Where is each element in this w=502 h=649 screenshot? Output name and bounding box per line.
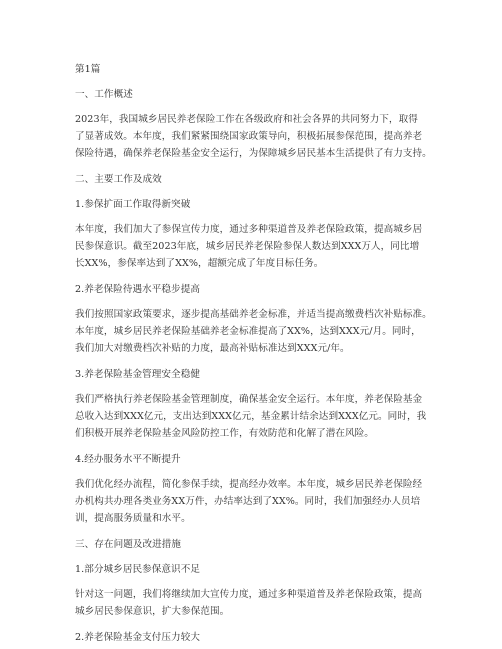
paragraph-line: 2023年，我国城乡居民养老保险工作在各级政府和社会各界的共同努力下，取得	[75, 114, 418, 125]
section-heading-issues: 三、存在问题及改进措施	[75, 539, 182, 550]
paragraph-line: 总收入达到XXX亿元，支出达到XXX亿元，基金累计结余达到XXX亿元。同时，我	[75, 411, 427, 422]
subsection-paragraph	[75, 586, 472, 620]
paragraph-line: 们积极开展养老保险基金风险防控工作，有效防范和化解了潜在风险。	[75, 428, 374, 439]
paragraph-line: 办机构共办理各类业务XX万件，办结率达到了XX%。同时，我们加强经办人员培	[75, 496, 421, 507]
paragraph-line: 训，提高服务质量和水平。	[75, 513, 191, 524]
section-heading-main-work: 二、主要工作及成效	[75, 174, 162, 185]
paragraph-line: 我们严格执行养老保险基金管理制度，确保基金安全运行。本年度，养老保险基金	[75, 394, 423, 405]
paragraph-line: 本年度，我们加大了参保宣传力度，通过多种渠道普及养老保险政策，提高城乡居	[75, 224, 423, 235]
paragraph-line: 长XX%，参保率达到了XX%，超额完成了年度目标任务。	[75, 258, 324, 269]
paragraph-line: 民参保意识。截至2023年底，城乡居民养老保险参保人数达到XXX万人，同比增	[75, 241, 420, 252]
paragraph-line: 我们优化经办流程，简化参保手续，提高经办效率。本年度，城乡居民养老保险经	[75, 479, 423, 490]
subsection-paragraph	[75, 476, 472, 527]
paragraph-line: 我们按照国家政策要求，逐步提高基础养老金标准，并适当提高缴费档次补贴标准。	[75, 309, 432, 320]
paragraph-line: 保险待遇，确保养老保险基金安全运行，为保障城乡居民基本生活提供了有力支持。	[75, 148, 432, 159]
paragraph-line: 城乡居民参保意识，扩大参保范围。	[75, 606, 230, 617]
subsection-title: 3.养老保险基金管理安全稳健	[75, 369, 200, 380]
overview-paragraph	[75, 111, 472, 162]
paragraph-line: 了显著成效。本年度，我们紧紧围绕国家政策导向，积极拓展参保范围，提高养老	[75, 131, 423, 142]
subsection-paragraph	[75, 391, 472, 442]
subsection-paragraph	[75, 306, 472, 357]
subsection-title: 1.参保扩面工作取得新突破	[75, 199, 191, 210]
paragraph-line: 针对这一问题，我们将继续加大宣传力度，通过多种渠道普及养老保险政策，提高	[75, 589, 423, 600]
subsection-title: 2.养老保险待遇水平稳步提高	[75, 284, 200, 295]
section-heading-overview: 一、工作概述	[75, 89, 133, 100]
subsection-title: 1.部分城乡居民参保意识不足	[75, 564, 200, 575]
paragraph-line: 本年度，城乡居民养老保险基础养老金标准提高了XX%，达到XXX元/月。同时，	[75, 326, 421, 337]
subsection-paragraph	[75, 221, 472, 272]
subsection-title: 4.经办服务水平不断提升	[75, 454, 181, 465]
document-title: 第1篇	[75, 64, 101, 75]
paragraph-line: 我们加大对缴费档次补贴的力度，最高补贴标准达到XXX元/年。	[75, 343, 350, 354]
subsection-title: 2.养老保险基金支付压力较大	[75, 632, 200, 643]
